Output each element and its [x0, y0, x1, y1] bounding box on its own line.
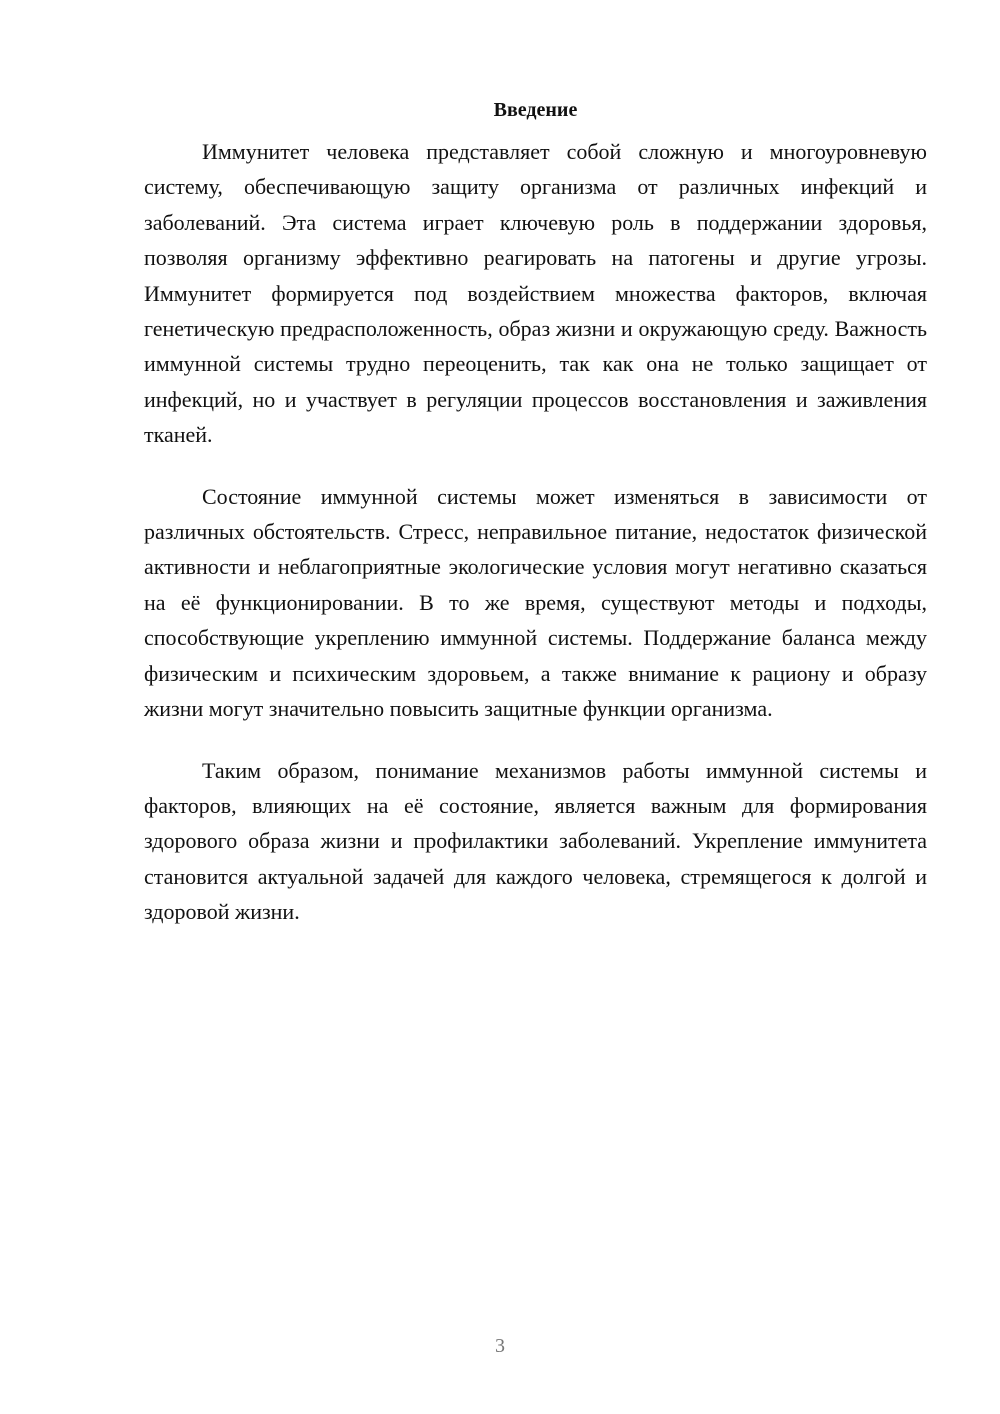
page-number: 3 [495, 1335, 505, 1357]
document-body [144, 96, 927, 956]
paragraph-3: Таким образом, понимание механизмов работы иммунной системы и факторов, влияющих на её состояние, является важным для формирования здорового образа жизни и профилактики заболеваний. Укрепление иммунитета становится актуальной задачей для каждого человека, стремящегося к долгой и здоровой жизни. [144, 757, 927, 925]
paragraph-1: Иммунитет человека представляет собой сложную и многоуровневую систему, обеспечивающую защиту организма от различных инфекций и заболеваний. Эта система играет ключевую роль в поддержании здоровья, позволяя организму эффективно реагировать на патогены и другие угрозы. Иммунитет формируется под воздействием множества факторов, включая генетическую предрасположенность, образ жизни и окружающую среду. Важность иммунной системы трудно переоценить, так как она не только защищает от инфекций, но и участвует в регуляции процессов восстановления и заживления тканей. [144, 139, 927, 448]
paragraph-2: Состояние иммунной системы может изменяться в зависимости от различных обстоятельств. Стресс, неправильное питание, недостаток физической активности и неблагоприятные экологические условия могут негативно сказаться на её функционировании. В то же время, существуют методы и подходы, способствующие укреплению иммунной системы. Поддержание баланса между физическим и психическим здоровьем, а также внимание к рациону и образу жизни могут значительно повысить защитные функции организма. [144, 483, 927, 722]
section-heading: Введение [493, 99, 578, 121]
